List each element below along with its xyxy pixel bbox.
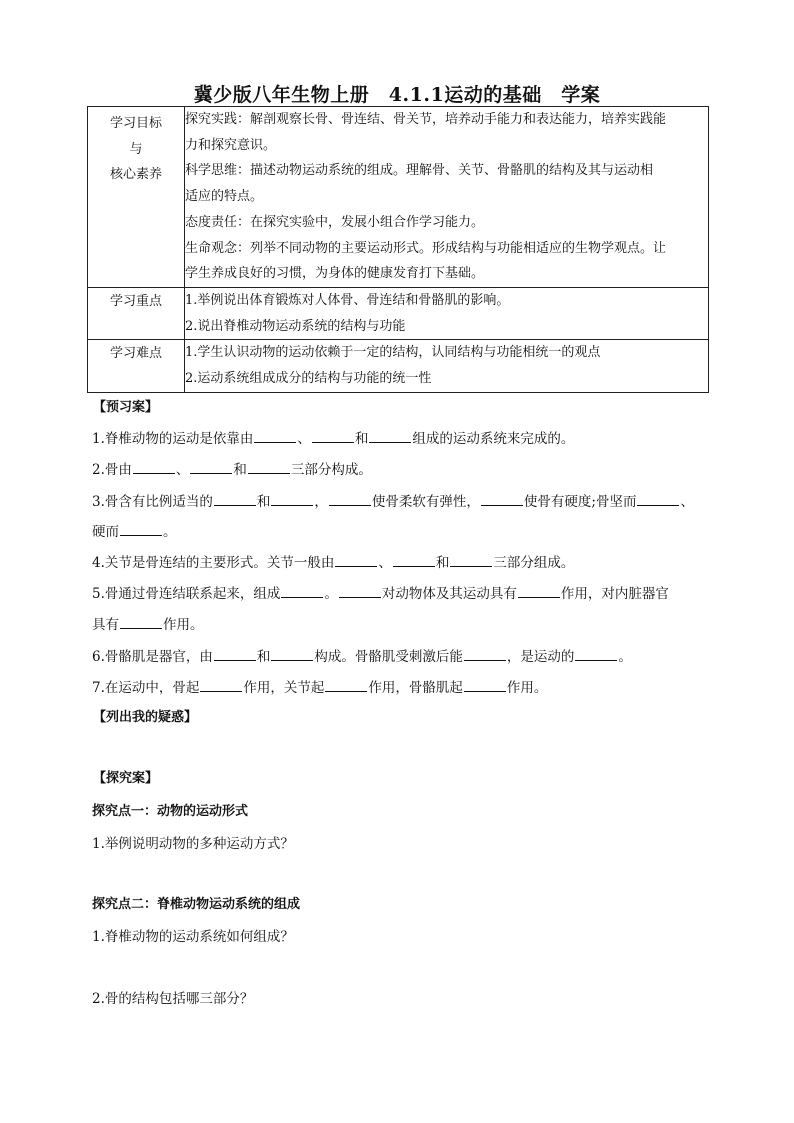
preview-heading: 【预习案】 [93,400,159,415]
label-line: 学习重点 [109,293,162,309]
page-title: 冀少版八年生物上册 4.1.1运动的基础 学案 [193,84,601,106]
answer-blank[interactable] [281,584,323,598]
label-line: 与 [129,141,143,157]
doubts-heading: 【列出我的疑惑】 [93,710,198,725]
answer-blank[interactable] [214,647,256,661]
answer-blank[interactable] [200,678,242,692]
label-line: 学习难点 [109,346,162,362]
preview-question-1: 1.脊椎动物的运动是依靠由 、 和 组成的运动系统来完成的。 [92,431,575,447]
table-row [88,287,709,339]
answer-blank[interactable] [248,460,290,474]
explore-point-2-question-1: 1.脊椎动物的运动系统如何组成？ [92,929,294,945]
content-line: 1.举例说出体育锻炼对人体骨、骨连结和骨骼肌的影响。 [185,292,510,308]
explore-heading: 【探究案】 [93,771,159,786]
content-line: 1.学生认识动物的运动依赖于一定的结构，认同结构与功能相统一的观点 [185,345,601,361]
content-line: 科学思维：描述动物运动系统的组成。理解骨、关节、骨骼肌的结构及其与运动相 [185,163,654,179]
preview-question-4: 4.关节是骨连结的主要形式。关节一般由 、 和 三部分组成。 [92,555,575,571]
answer-blank[interactable] [481,492,523,506]
answer-blank[interactable] [325,678,367,692]
explore-point-1-title: 探究点一：动物的运动形式 [92,804,249,819]
answer-blank[interactable] [271,647,313,661]
answer-blank[interactable] [335,553,377,567]
explore-point-2-title: 探究点二：脊椎动物运动系统的组成 [92,897,301,912]
preview-question-6: 6.骨骼肌是器官，由 和 构成。骨骼肌受刺激后能 ，是运动的 。 [92,649,632,665]
answer-blank[interactable] [464,647,506,661]
row-content [185,340,709,392]
content-line: 学生养成良好的习惯，为身体的健康发育打下基础。 [185,266,485,282]
content-line: 生命观念：列举不同动物的主要运动形式。形成结构与功能相适应的生物学观点。让 [185,240,667,256]
preview-question-5-cont: 具有 作用。 [92,617,204,633]
answer-blank[interactable] [369,429,411,443]
label-line: 核心素养 [109,167,162,183]
row-label [88,340,185,392]
preview-question-3-cont: 硬而 。 [92,524,177,540]
explore-point-2-question-2: 2.骨的结构包括哪三部分？ [92,991,254,1007]
answer-blank[interactable] [312,429,354,443]
table-row [88,340,709,392]
content-line: 适应的特点。 [185,189,264,205]
explore-point-1-question-1: 1.举例说明动物的多种运动方式？ [92,836,294,852]
answer-blank[interactable] [637,492,679,506]
row-content [185,287,709,339]
content-line: 2.说出脊椎动物运动系统的结构与功能 [185,318,406,334]
answer-blank[interactable] [214,492,256,506]
answer-blank[interactable] [190,460,232,474]
preview-question-7: 7.在运动中，骨起 作用，关节起 作用，骨骼肌起 作用。 [92,680,548,696]
answer-blank[interactable] [464,678,506,692]
preview-question-2: 2.骨由 、 和 三部分构成。 [92,462,372,478]
table-row [88,107,709,288]
content-line: 2.运动系统组成成分的结构与功能的统一性 [185,371,432,387]
answer-blank[interactable] [518,584,560,598]
answer-blank[interactable] [120,522,162,536]
objectives-table [87,106,709,393]
answer-blank[interactable] [254,429,296,443]
row-label [88,287,185,339]
row-content [185,107,709,288]
preview-question-3: 3.骨含有比例适当的 和 ， 使骨柔软有弹性， 使骨有硬度;骨坚而 、 [92,494,694,510]
answer-blank[interactable] [575,647,617,661]
answer-blank[interactable] [393,553,435,567]
answer-blank[interactable] [339,584,381,598]
answer-blank[interactable] [450,553,492,567]
answer-blank[interactable] [329,492,371,506]
answer-blank[interactable] [133,460,175,474]
answer-blank[interactable] [271,492,313,506]
content-line: 态度责任：在探究实验中，发展小组合作学习能力。 [185,214,485,230]
answer-blank[interactable] [120,615,162,629]
content-line: 力和探究意识。 [185,137,277,153]
content-line: 探究实践：解剖观察长骨、骨连结、骨关节，培养动手能力和表达能力，培养实践能 [185,112,667,127]
label-line: 学习目标 [109,116,162,131]
preview-question-5: 5.骨通过骨连结联系起来，组成 。 对动物体及其运动具有 作用，对内脏器官 [92,586,669,602]
row-label [88,107,185,288]
